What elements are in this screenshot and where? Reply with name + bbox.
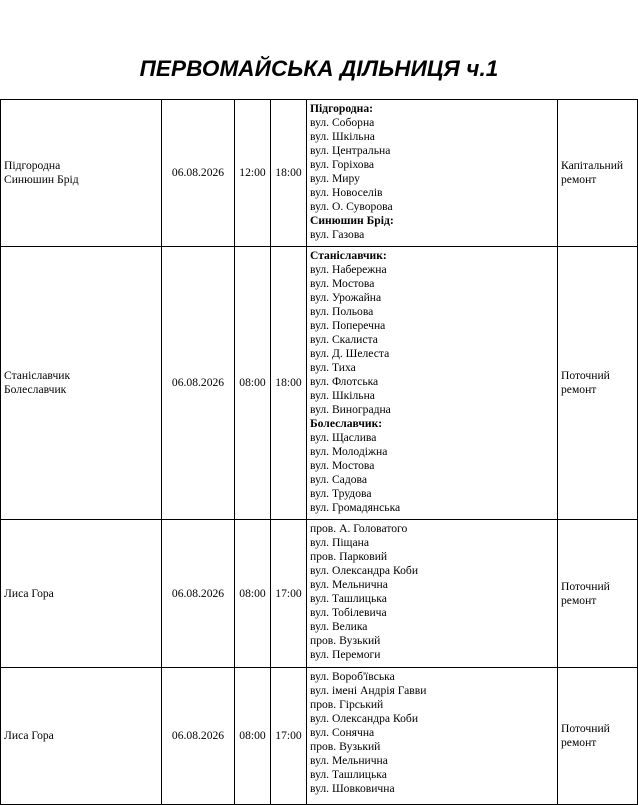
table-row (1, 520, 638, 668)
work-type-text: Капітальний (561, 159, 624, 172)
end-time-cell: 18:00 (271, 100, 307, 247)
street-name: вул. Громадянська (310, 501, 401, 514)
street-name: вул. Газова (310, 228, 365, 241)
street-name: вул. Шкільна (310, 130, 375, 143)
settlement-name: Лиса Гора (4, 586, 54, 600)
street-name: вул. Д. Шелеста (310, 347, 390, 360)
settlement-cell (1, 247, 162, 520)
street-name: вул. Вороб'ївська (310, 670, 395, 683)
settlement-name: Станіславчик (4, 369, 71, 382)
settlement-cell (1, 520, 162, 668)
street-name: вул. імені Андрія Гавви (310, 684, 427, 697)
street-name: пров. А. Головатого (310, 522, 408, 535)
start-time-cell: 08:00 (235, 520, 271, 668)
work-type-text: ремонт (561, 173, 597, 186)
table-row (1, 668, 638, 805)
start-time-cell: 08:00 (235, 247, 271, 520)
street-name: вул. Ташлицька (310, 592, 387, 605)
street-name: вул. Польова (310, 305, 374, 318)
settlement-cell (1, 100, 162, 247)
streets-cell (307, 520, 558, 668)
settlement-cell (1, 668, 162, 805)
street-name: вул. Шовковична (310, 782, 395, 795)
street-name: вул. Велика (310, 620, 368, 633)
work-type-text: Поточний (561, 722, 610, 735)
street-name: вул. Тобілевича (310, 606, 387, 619)
settlement-name: Болеславчик (4, 383, 67, 396)
work-type-text: ремонт (561, 383, 597, 396)
work-type-cell (558, 520, 638, 668)
street-name: вул. Олександра Коби (310, 564, 419, 577)
street-name: вул. Мельнична (310, 578, 388, 591)
street-name: пров. Вузький (310, 740, 381, 753)
street-name: вул. Трудова (310, 487, 372, 500)
street-name: вул. Ташлицька (310, 768, 387, 781)
street-name: вул. Сонячна (310, 726, 375, 739)
work-type-text: ремонт (561, 736, 597, 749)
date-cell: 06.08.2026 (162, 520, 235, 668)
street-name: вул. Горіхова (310, 158, 375, 171)
street-name: вул. Мостова (310, 277, 375, 290)
street-name: вул. Піщана (310, 536, 369, 549)
street-name: вул. Флотська (310, 375, 379, 388)
work-type-cell (558, 668, 638, 805)
streets-cell (307, 247, 558, 520)
street-name: пров. Гірський (310, 698, 384, 711)
settlement-heading: Станіславчик: (310, 249, 387, 262)
settlement-name: Лиса Гора (4, 729, 54, 742)
end-time-cell: 17:00 (271, 668, 307, 805)
start-time-cell: 12:00 (235, 100, 271, 247)
street-name: вул. Миру (310, 172, 360, 185)
street-name: вул. Центральна (310, 144, 391, 157)
start-time-cell: 08:00 (235, 668, 271, 805)
street-name: вул. Мельнична (310, 754, 388, 767)
page-title: ПЕРВОМАЙСЬКА ДІЛЬНИЦЯ ч.1 (139, 56, 499, 81)
settlement-name: Синюшин Брід (4, 173, 79, 186)
work-type-cell (558, 100, 638, 247)
street-name: вул. Набережна (310, 263, 387, 276)
end-time-cell: 18:00 (271, 247, 307, 520)
street-name: вул. Урожайна (310, 291, 382, 304)
date-cell: 06.08.2026 (162, 668, 235, 805)
end-time-cell: 17:00 (271, 520, 307, 668)
streets-cell (307, 668, 558, 805)
street-name: вул. Шкільна (310, 389, 375, 402)
street-name: вул. Перемоги (310, 648, 381, 661)
work-type-text: ремонт (561, 593, 597, 607)
street-name: вул. Поперечна (310, 319, 386, 332)
settlement-name: Підгородна (4, 159, 61, 172)
work-type-cell (558, 247, 638, 520)
settlement-heading: Синюшин Брід: (310, 214, 394, 227)
street-name: вул. Скалиста (310, 333, 378, 346)
settlement-heading: Болеславчик: (310, 417, 383, 430)
work-type-text: Поточний (561, 579, 610, 593)
outage-schedule-table (0, 99, 638, 805)
street-name: вул. Тиха (310, 361, 356, 374)
date-cell: 06.08.2026 (162, 100, 235, 247)
street-name: вул. Олександра Коби (310, 712, 419, 725)
street-name: вул. Соборна (310, 116, 375, 129)
streets-cell (307, 100, 558, 247)
street-name: пров. Вузький (310, 634, 381, 647)
work-type-text: Поточний (561, 369, 610, 382)
table-row (1, 100, 638, 247)
street-name: вул. Садова (310, 473, 367, 486)
street-name: вул. Виноградна (310, 403, 391, 416)
table-row (1, 247, 638, 520)
street-name: вул. Мостова (310, 459, 375, 472)
date-cell: 06.08.2026 (162, 247, 235, 520)
street-name: вул. Новоселів (310, 186, 383, 199)
street-name: вул. Щаслива (310, 431, 377, 444)
settlement-heading: Підгородна: (310, 102, 373, 115)
street-name: вул. Молодіжна (310, 445, 388, 458)
street-name: вул. О. Суворова (310, 200, 393, 213)
street-name: пров. Парковий (310, 550, 388, 563)
